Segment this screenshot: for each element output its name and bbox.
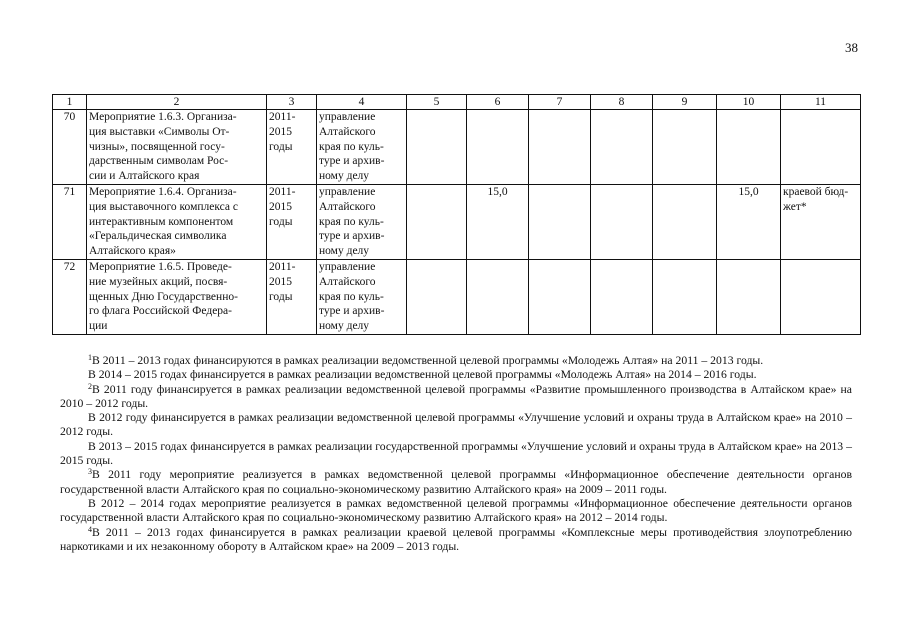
value-cell	[529, 259, 591, 334]
value-cell	[591, 259, 653, 334]
footnote-text: В 2012 году финансируется в рамках реализации ведомственной целевой программы «Улучшение условий и охраны труда в Алтайском крае» на 2010 – 2012 годы.	[60, 411, 852, 439]
activity-description	[87, 110, 267, 185]
column-header: 5	[407, 95, 467, 110]
footnote-text: В 2011 году мероприятие реализуется в рамках ведомственной целевой программы «Информационное обеспечение деятельности органов государственной власти Алтайского края по социально-экономическому развитию Алтайского края» на 2009 – 2011 годы.	[60, 468, 852, 496]
text-line: годы	[269, 215, 293, 228]
footnote-text: В 2014 – 2015 годах финансируется в рамках реализации ведомственной целевой программы «Молодежь Алтая» на 2014 – 2016 годы.	[88, 368, 757, 382]
footnote-text: В 2013 – 2015 годах финансируется в рамках реализации государственной программы «Улучшение условий и охраны труда в Алтайском крае» на 2013 – 2015 годы.	[60, 439, 852, 468]
text-line: управление	[319, 260, 376, 273]
activity-description	[87, 259, 267, 334]
value-cell	[407, 259, 467, 334]
text-line: Мероприятие 1.6.4. Организа-	[89, 185, 237, 198]
footnote-paragraph	[60, 526, 852, 555]
row-number: 70	[53, 110, 87, 185]
funding-source-cell	[781, 259, 861, 334]
table-row	[53, 110, 861, 185]
column-header: 7	[529, 95, 591, 110]
text-line: края по куль-	[319, 140, 384, 153]
text-line: жет*	[783, 200, 807, 213]
text-line: туре и архив-	[319, 155, 385, 168]
footnote-text: В 2011 – 2013 годах финансируется в рамках реализации краевой целевой программы «Комплексные меры противодействия злоупотреблению наркотиками и их незаконному обороту в Алтайском крае» на 2009 – 2013 годы.	[60, 525, 852, 553]
executor-cell	[317, 110, 407, 185]
activity-description	[87, 184, 267, 259]
text-line: 2011-	[269, 185, 296, 198]
period-cell	[267, 110, 317, 185]
footnote-paragraph	[60, 354, 852, 368]
text-line: Алтайского	[319, 200, 376, 213]
footnote-paragraph	[60, 368, 852, 382]
value-cell	[717, 110, 781, 185]
table-header-row	[53, 95, 861, 110]
row-number: 71	[53, 184, 87, 259]
value-cell	[467, 110, 529, 185]
text-line: Алтайского края»	[89, 245, 176, 258]
text-line: щенных Дню Государственно-	[89, 290, 238, 303]
value-cell	[467, 259, 529, 334]
text-line: ции	[89, 320, 108, 333]
text-line: чизны», посвященной госу-	[89, 140, 225, 153]
column-header: 6	[467, 95, 529, 110]
text-line: ному делу	[319, 245, 370, 258]
period-cell	[267, 184, 317, 259]
footnote-text: В 2012 – 2014 годах мероприятие реализуется в рамках ведомственной целевой программы «Информационное обеспечение деятельности органов государственной власти Алтайского края по социально-экономическому развитию Алтайского края» на 2012 – 2014 годы.	[60, 496, 852, 525]
column-header: 1	[53, 95, 87, 110]
footnote-text: В 2011 году финансируется в рамках реализации ведомственной целевой программы «Развитие промышленного производства в Алтайском крае» на 2010 – 2012 годы.	[60, 382, 852, 410]
text-line: годы	[269, 290, 293, 303]
text-line: туре и архив-	[319, 305, 385, 318]
text-line: 2011-	[269, 260, 296, 273]
text-line: Алтайского	[319, 125, 376, 138]
row-number: 72	[53, 259, 87, 334]
text-line: ному делу	[319, 170, 370, 183]
value-cell	[591, 184, 653, 259]
footnote-paragraph	[60, 497, 852, 526]
text-line: 2015	[269, 275, 292, 288]
text-line: годы	[269, 140, 293, 153]
text-line: 2015	[269, 200, 292, 213]
table-row	[53, 184, 861, 259]
text-line: сии и Алтайского края	[89, 170, 200, 183]
column-header: 2	[87, 95, 267, 110]
text-line: го флага Российской Федера-	[89, 305, 232, 318]
executor-cell	[317, 184, 407, 259]
period-cell	[267, 259, 317, 334]
value-cell: 15,0	[717, 184, 781, 259]
text-line: ному делу	[319, 320, 370, 333]
footnote-marker: 4	[88, 524, 92, 534]
footnote-paragraph	[60, 383, 852, 412]
column-header: 11	[781, 95, 861, 110]
value-cell	[529, 184, 591, 259]
value-cell: 15,0	[467, 184, 529, 259]
footnote-paragraph	[60, 468, 852, 497]
footnote-marker: 1	[88, 353, 92, 362]
footnote-marker: 3	[88, 467, 92, 477]
text-line: края по куль-	[319, 215, 384, 228]
text-line: ние музейных акций, посвя-	[89, 275, 228, 288]
text-line: управление	[319, 185, 376, 198]
text-line: 2015	[269, 125, 292, 138]
value-cell	[591, 110, 653, 185]
text-line: Мероприятие 1.6.3. Организа-	[89, 111, 237, 123]
footnote-text: В 2011 – 2013 годах финансируются в рамках реализации ведомственной целевой программы «Молодежь Алтая» на 2011 – 2013 годы.	[92, 354, 764, 367]
footnote-paragraph	[60, 440, 852, 469]
text-line: краевой бюд-	[783, 185, 849, 198]
value-cell	[407, 184, 467, 259]
page-number: 38	[845, 40, 858, 55]
text-line: Мероприятие 1.6.5. Проведе-	[89, 260, 232, 273]
executor-cell	[317, 259, 407, 334]
text-line: интерактивным компонентом	[89, 215, 234, 228]
value-cell	[529, 110, 591, 185]
value-cell	[407, 110, 467, 185]
text-line: туре и архив-	[319, 230, 385, 243]
footnote-paragraph	[60, 411, 852, 440]
column-header: 10	[717, 95, 781, 110]
value-cell	[653, 184, 717, 259]
text-line: ция выставочного комплекса с	[89, 200, 238, 213]
column-header: 4	[317, 95, 407, 110]
table-row	[53, 259, 861, 334]
text-line: 2011-	[269, 111, 296, 123]
text-line: ция выставки «Символы От-	[89, 125, 230, 138]
column-header: 3	[267, 95, 317, 110]
text-line: «Геральдическая символика	[89, 230, 227, 243]
footnotes	[60, 354, 852, 554]
text-line: края по куль-	[319, 290, 384, 303]
text-line: Алтайского	[319, 275, 376, 288]
text-line: дарственным символам Рос-	[89, 155, 229, 168]
funding-source-cell	[781, 110, 861, 185]
text-line: управление	[319, 111, 376, 123]
value-cell	[653, 259, 717, 334]
column-header: 8	[591, 95, 653, 110]
activities-table	[52, 94, 861, 335]
column-header: 9	[653, 95, 717, 110]
footnote-marker: 2	[88, 381, 92, 391]
funding-source-cell	[781, 184, 861, 259]
value-cell	[653, 110, 717, 185]
value-cell	[717, 259, 781, 334]
